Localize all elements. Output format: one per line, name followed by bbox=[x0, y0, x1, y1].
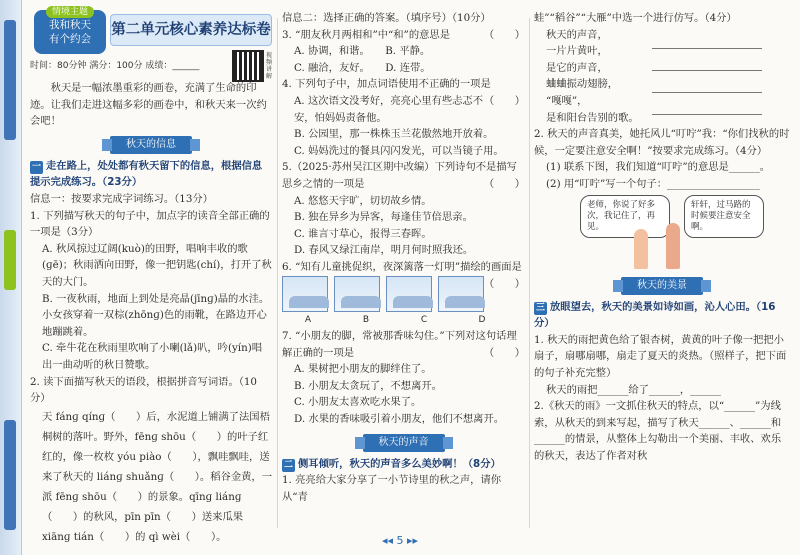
book-binding bbox=[0, 0, 22, 555]
option-c: C. 妈妈洗过的餐具闪闪发光，可以当镜子用。 bbox=[294, 144, 504, 157]
section-number-icon: 三 bbox=[535, 302, 545, 313]
question-text: 6. “知有儿童挑促织，夜深篱落一灯明”描绘的画面是 bbox=[282, 260, 522, 273]
options: A. 果树把小朋友的脚绊住了。 B. 小朋友太贪玩了，不想离开。 C. 小朋友太喜欢吃水果了。 D. 水果的香味吸引着小朋友，他们不想离开。 bbox=[294, 363, 505, 426]
section-number-icon: 二 bbox=[283, 459, 293, 470]
section-heading bbox=[30, 158, 272, 191]
question-4 bbox=[282, 76, 525, 107]
header bbox=[30, 7, 273, 80]
writing-lines[interactable] bbox=[652, 27, 762, 115]
badge-line2: 有个约会 bbox=[49, 33, 91, 45]
left-column bbox=[30, 7, 273, 547]
illustration bbox=[534, 193, 790, 271]
adult-figure bbox=[666, 223, 680, 269]
section-text: 走在路上，处处都有秋天留下的信息，根据信息提示完成练习。（23分） bbox=[30, 159, 263, 189]
sound-question-2: 2. 秋天的声音真美，她托风儿“叮咛”我：“你们找秋的时候，一定要注意安全啊！”按要求完成练习。（4分） bbox=[534, 128, 790, 157]
question-2-text: 天 fánɡ qínɡ（ ）后，水泥道上铺满了法国梧桐树的落叶。野外，fēnɡ shōu（ ）的叶子红红的，像一枚枚 yóu piào（ ），飘哇飘哇，送来了秋天的 liánɡ shuǎnɡ（ ）。稻谷金黄，一派 fēnɡ shōu（ ）的景象。qīnɡ liánɡ（ ）的秋风，pīn pīn（ ）送来瓜果 xiānɡ tián（ ）的 qì wèi（ ）。 bbox=[42, 410, 273, 543]
section-ribbon: 秋天的声音 bbox=[363, 434, 445, 452]
info-heading: 信息一：按要求完成字词练习。（13分） bbox=[30, 192, 213, 205]
option-a: A. 这次语文没考好，亮亮心里有些忐忑不安，怕妈妈责备他。 bbox=[294, 94, 484, 124]
question-text: 7. “小朋友的脚，常被那香味勾住。”下列对这句话理解正确的一项是 bbox=[282, 330, 517, 359]
child-figure bbox=[634, 229, 648, 269]
poem-line: 一片片黄叶， bbox=[546, 45, 608, 58]
exam-meta: 时间：80分钟 满分：100分 成绩：______ bbox=[30, 61, 200, 71]
picture-b[interactable] bbox=[334, 276, 380, 312]
qr-code-icon[interactable] bbox=[232, 50, 264, 82]
picture-label: A bbox=[304, 314, 312, 325]
question-text: 1. 下列描写秋天的句子中，加点字的读音全部正确的一项是（3分） bbox=[30, 209, 270, 239]
poem-line: 蛐蛐振动翅膀， bbox=[546, 78, 619, 91]
section-ribbon: 秋天的信息 bbox=[110, 136, 192, 154]
page-number-value: 5 bbox=[396, 534, 404, 547]
option-b: B. 一夜秋雨，地面上到处是亮晶(jīnɡ)晶的水洼。小女孩穿着一双棕(zhōnɡ)色的雨靴，在路边开心地蹦跳着。 bbox=[42, 292, 270, 338]
right-column bbox=[534, 10, 790, 464]
picture-labels bbox=[282, 312, 525, 329]
speech-bubble: 老师，你说了好多次，我记住了，再见。 bbox=[580, 195, 670, 238]
poem-line: 秋天的声音， bbox=[546, 28, 608, 41]
middle-column bbox=[282, 10, 525, 505]
scenery-question-2: 2.《秋天的雨》一文抓住秋天的特点，以“______”为线索，从秋天的到来写起，描写了秋天______、______和______的情景，从整体上勾勒出一个美丽、丰收、欢乐的秋天，表达了作者对秋 bbox=[534, 400, 782, 462]
info-heading: 信息二：选择正确的答案。（填序号）（10分） bbox=[282, 12, 491, 24]
answer-blank[interactable]: （ ） bbox=[483, 277, 525, 290]
answer-blank[interactable]: （ ） bbox=[483, 94, 525, 107]
answer-blank[interactable]: （ ） bbox=[483, 28, 525, 41]
picture-c[interactable] bbox=[386, 276, 432, 312]
options: A. 悠悠天宇旷，切切故乡情。 B. 独在异乡为异客，每逢佳节倍思亲。 C. 谁言寸草心，报得三春晖。 D. 春风又绿江南岸，明月何时照我还。 bbox=[294, 194, 474, 257]
question-1 bbox=[30, 208, 272, 241]
picture-label: D bbox=[478, 314, 486, 325]
section-number-icon: 一 bbox=[31, 161, 41, 172]
question-text: 4. 下列句子中，加点词语使用不正确的一项是 bbox=[282, 78, 491, 91]
badge-top: 情境主题 bbox=[46, 6, 94, 18]
sub-question-2[interactable]: (2) 用“叮咛”写一个句子：__________________ bbox=[546, 177, 760, 190]
options: A. 协调，和谐。 B. 平静。 C. 融洽，友好。 D. 连带。 bbox=[294, 45, 431, 74]
question-text: 5.（2025·苏州吴江区期中改编）下列诗句不是描写思乡之情的一项是 bbox=[282, 161, 517, 190]
question-7 bbox=[282, 328, 525, 361]
poem-line: 是和阳台告别的歌。 bbox=[546, 111, 639, 124]
poem-line: 是它的声音， bbox=[546, 61, 608, 74]
column-divider bbox=[529, 18, 530, 528]
sub-question-1[interactable]: (1) 联系下图，我们知道“叮咛”的意思是______。 bbox=[546, 161, 771, 174]
page-title: 第二单元核心素养达标卷 bbox=[110, 14, 272, 46]
option-c: C. 牵牛花在秋雨里吹响了小喇(lǎ)叭，吟(yín)唱出一曲动听的秋日赞歌。 bbox=[42, 342, 263, 371]
section-ribbon: 秋天的美景 bbox=[621, 277, 703, 295]
picture-options bbox=[282, 276, 484, 312]
answer-blank[interactable]: （ ） bbox=[483, 346, 525, 359]
badge-line1: 我和秋天 bbox=[49, 19, 91, 31]
page-number: ◂◂ 5 ▸▸ bbox=[381, 534, 419, 547]
intro-text: 秋天是一幅浓墨重彩的画卷，充满了生命的印迹。让我们走进这幅多彩的画卷中，和秋天来一次约会吧！ bbox=[30, 82, 267, 128]
section-heading bbox=[282, 456, 525, 473]
scenery-question-1: 1. 秋天的雨把黄色给了银杏树，黄黄的叶子像一把把小扇子，扇哪扇哪，扇走了夏天的炎热。（照样子，把下面的句子补充完整） bbox=[534, 333, 787, 379]
picture-label: B bbox=[362, 314, 370, 325]
theme-badge bbox=[34, 7, 106, 54]
section-text: 放眼望去，秋天的美景如诗如画，沁人心田。（16分） bbox=[534, 300, 776, 330]
question-text: 3. “朋友秋月两相和”中“和”的意思是 bbox=[282, 28, 451, 41]
question-6 bbox=[282, 259, 525, 290]
question-2: 2. 读下面描写秋天的语段，根据拼音写词语。（10分） bbox=[30, 375, 257, 405]
answer-blank[interactable]: （ ） bbox=[483, 177, 525, 190]
sound-question-1-cont: 蛙”“稻谷”“大雁”中选一个进行仿写。（4分） bbox=[534, 12, 737, 24]
option-a: A. 秋风掠过辽阔(kuò)的田野，唱响丰收的歌(ɡē)；秋雨洒向田野，像一把钥匙(chí)，打开了秋天的大门。 bbox=[42, 242, 272, 288]
picture-label: C bbox=[420, 314, 428, 325]
section-text: 侧耳倾听，秋天的声音多么美妙啊！（8分） bbox=[298, 457, 501, 470]
poem-block bbox=[534, 27, 790, 127]
speech-bubble: 轩轩，过马路的时候要注意安全啊。 bbox=[684, 195, 764, 238]
picture-a[interactable] bbox=[282, 276, 328, 312]
qr-label: 视频讲解 bbox=[266, 52, 273, 80]
section-heading bbox=[534, 299, 790, 332]
picture-d[interactable] bbox=[438, 276, 484, 312]
sound-question-1: 1. 亮亮给大家分享了一小节诗里的秋之声，请你从“青 bbox=[282, 474, 502, 503]
fill-line[interactable]: 秋天的雨把______给了______，______ bbox=[546, 383, 722, 396]
question-5 bbox=[282, 159, 525, 192]
poem-line: “嘎嘎”， bbox=[546, 94, 588, 107]
option-b: B. 公园里，那一株株玉兰花傲然地开放着。 bbox=[294, 128, 494, 141]
question-3 bbox=[282, 27, 525, 44]
column-divider bbox=[277, 18, 278, 528]
